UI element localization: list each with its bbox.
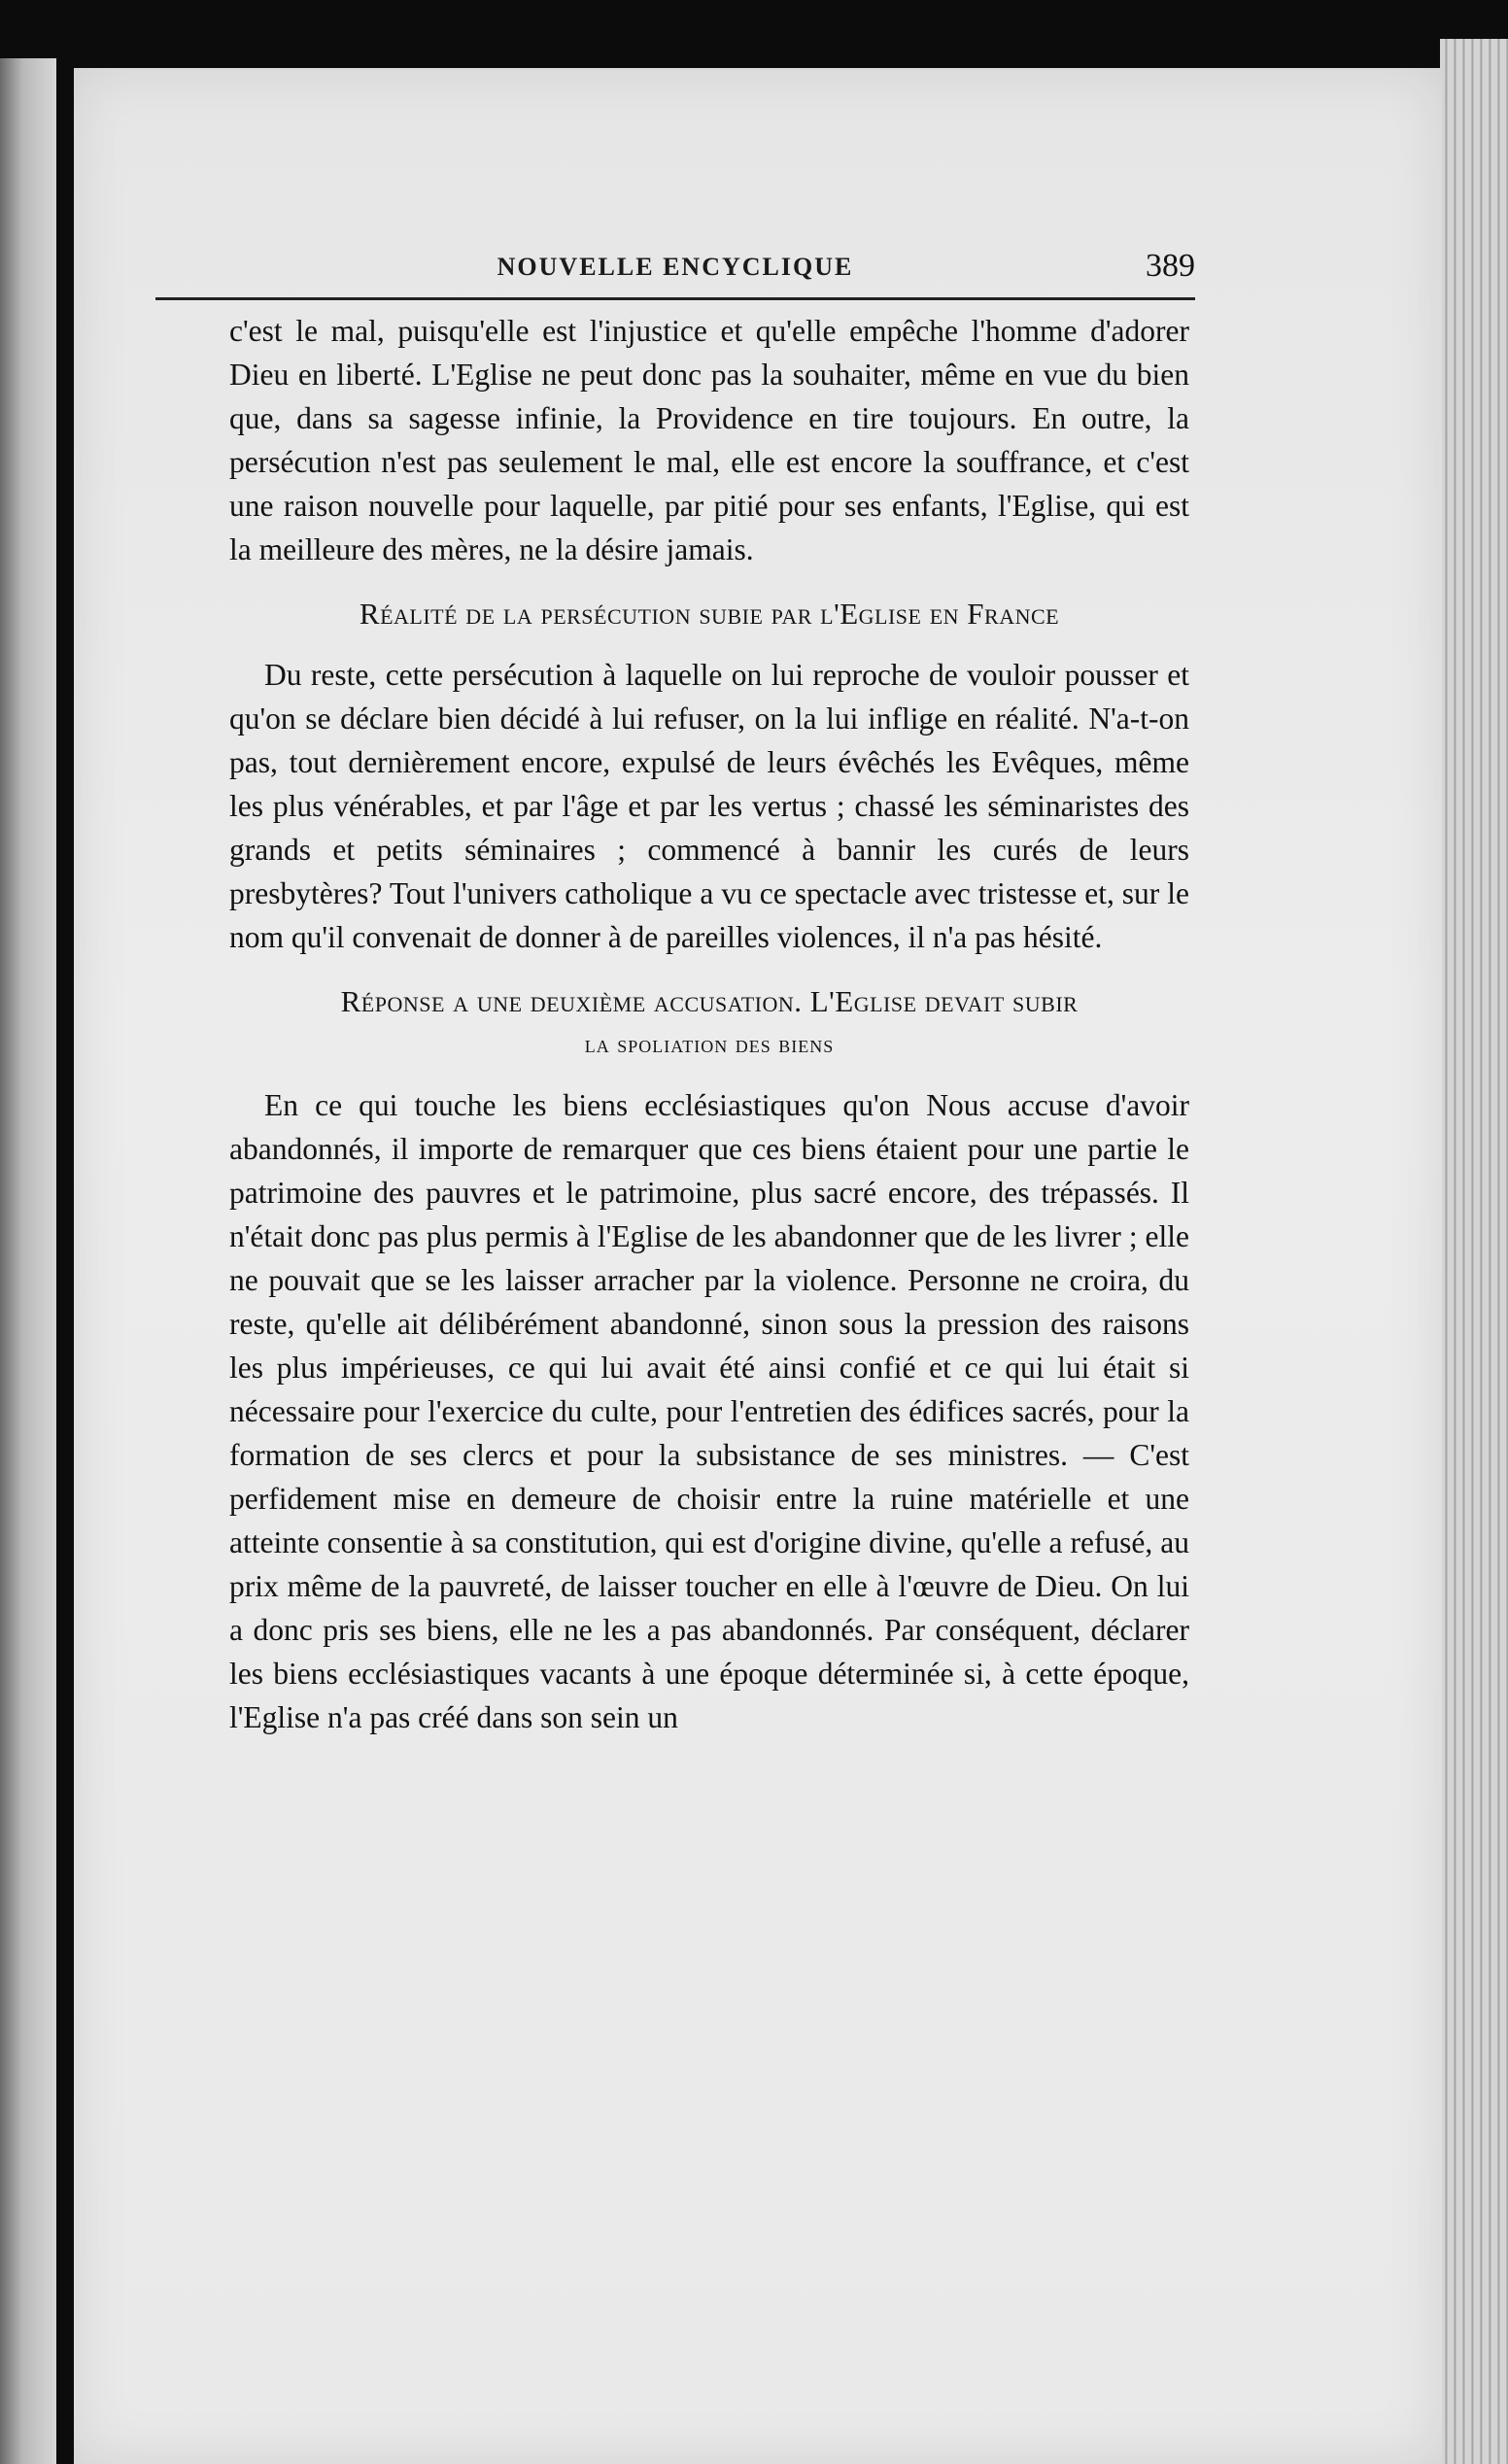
section-heading-2 xyxy=(229,980,1189,1066)
page-number: 389 xyxy=(1146,248,1195,284)
previous-page-edge xyxy=(0,58,56,2464)
body-text xyxy=(229,309,1189,1739)
header-rule xyxy=(155,297,1195,300)
section-heading-1: Réalité de la persécution subie par l'Eglise en France xyxy=(359,597,1060,631)
section-heading-2-line-2: la spoliation des biens xyxy=(584,1030,835,1058)
paragraph-2: Du reste, cette persécution à laquelle on lui reproche de vouloir pousser et qu'on se déclare bien décidé à lui refuser, on la lui inflige en réalité. N'a-t-on pas, tout dernièrement encore, expulsé de leurs évêchés les Evêques, même les plus vénérables, et par l'âge et par les vertus ; chassé les séminaristes des grands et petits séminaires ; commencé à bannir les curés de leurs presbytères? Tout l'univers catholique a vu ce spectacle avec tristesse et, sur le nom qu'il convenait de donner à de pareilles violences, il n'a pas hésité. xyxy=(229,658,1189,954)
paragraph-1: c'est le mal, puisqu'elle est l'injustice et qu'elle empêche l'homme d'adorer Dieu en liberté. L'Eglise ne peut donc pas la souhaiter, même en vue du bien que, dans sa sagesse infinie, la Providence en tire toujours. En outre, la persécution n'est pas seulement le mal, elle est encore la souffrance, et c'est une raison nouvelle pour laquelle, par pitié pour ses enfants, l'Eglise, qui est la meilleure des mères, ne la désire jamais. xyxy=(229,314,1189,566)
running-head xyxy=(155,175,1195,282)
running-head-title: NOUVELLE ENCYCLIQUE xyxy=(497,253,854,281)
section-heading-2-line-1: Réponse a une deuxième accusation. L'Eglise devait subir xyxy=(340,984,1079,1018)
page-stack-edge xyxy=(1440,39,1508,2464)
paragraph-3: En ce qui touche les biens ecclésiastiques qu'on Nous accuse d'avoir abandonnés, il importe de remarquer que ces biens étaient pour une partie le patrimoine des pauvres et le patrimoine, plus sacré encore, des trépassés. Il n'était donc pas plus permis à l'Eglise de les abandonner que de les livrer ; elle ne pouvait que se les laisser arracher par la violence. Personne ne croira, du reste, qu'elle ait délibérément abandonné, sinon sous la pression des raisons les plus impérieuses, ce qui lui avait été ainsi confié et ce qui lui était si nécessaire pour l'exercice du culte, pour l'entretien des édifices sacrés, pour la formation de ses clercs et pour la subsistance de ses ministres. — C'est perfidement mise en demeure de choisir entre la ruine matérielle et une atteinte consentie à sa constitution, qui est d'origine divine, qu'elle a refusé, au prix même de la pauvreté, de laisser toucher en elle à l'œuvre de Dieu. On lui a donc pris ses biens, elle ne les a pas abandonnés. Par conséquent, déclarer les biens ecclésiastiques vacants à une époque déterminée si, à cette époque, l'Eglise n'a pas créé dans son sein un xyxy=(229,1088,1189,1734)
